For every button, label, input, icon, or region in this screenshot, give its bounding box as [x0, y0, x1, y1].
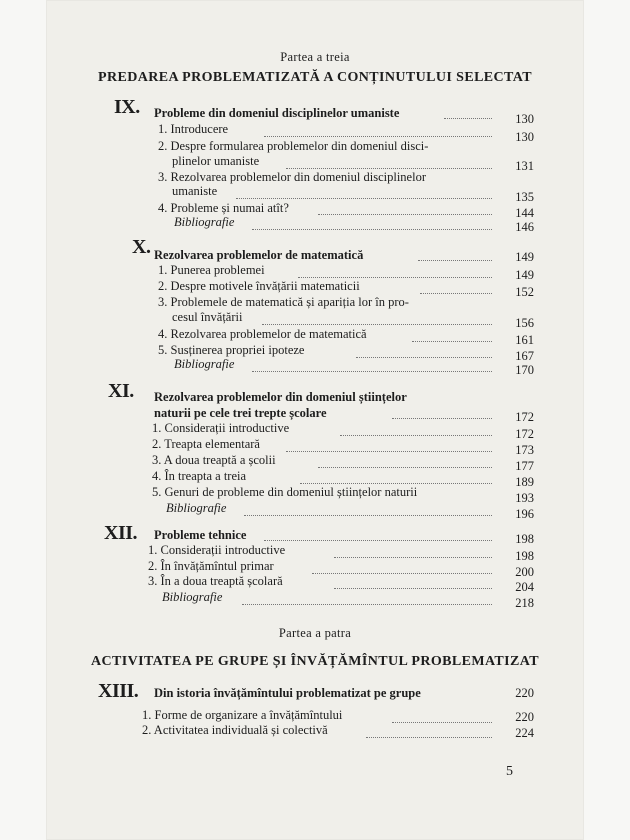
part-heading: Partea a treia [280, 50, 350, 64]
toc-page: 167 [515, 349, 534, 363]
toc-page: 170 [515, 363, 534, 377]
toc-item: 5. Genuri de probleme din domeniul științelor naturii [152, 485, 418, 499]
toc-item-cont: cesul învățării [172, 310, 243, 324]
part-title: PREDAREA PROBLEMATIZATĂ A CONȚINUTULUI SELECTAT [98, 70, 532, 85]
toc-bibliography: Bibliografie [166, 501, 227, 515]
chapter-page: 198 [515, 532, 534, 546]
chapter-page: 130 [515, 112, 534, 126]
chapter-roman: XIII. [98, 680, 139, 702]
toc-page: 196 [515, 507, 534, 521]
toc-item: 2. Despre motivele învățării matematicii [158, 279, 360, 293]
toc-page: 149 [515, 268, 534, 282]
toc-bibliography: Bibliografie [174, 215, 235, 229]
toc-page: 135 [515, 190, 534, 204]
toc-page: 224 [515, 726, 534, 740]
chapter-roman: XII. [104, 522, 138, 544]
toc-item-cont: umaniste [172, 184, 218, 198]
chapter-roman: IX. [114, 96, 140, 118]
book-page [46, 0, 584, 840]
chapter-title-cont: naturii pe cele trei trepte școlare [154, 406, 327, 420]
toc-page: 152 [515, 285, 534, 299]
toc-item: 3. A doua treaptă a școlii [152, 453, 276, 467]
toc-item: 3. Problemele de matematică și apariția lor în pro- [158, 295, 409, 309]
toc-page: 156 [515, 316, 534, 330]
toc-item: 4. În treapta a treia [152, 469, 247, 483]
toc-page: 177 [515, 459, 534, 473]
toc-page: 200 [515, 565, 534, 579]
chapter-title: Din istoria învățămîntului problematizat pe grupe [154, 686, 421, 700]
toc-item: 5. Susținerea propriei ipoteze [158, 343, 305, 357]
toc-item: 4. Rezolvarea problemelor de matematică [158, 327, 367, 341]
part-heading: Partea a patra [278, 626, 352, 640]
toc-item: 2. Treapta elementară [152, 437, 260, 451]
chapter-title: Probleme tehnice [154, 528, 247, 542]
toc-page: 173 [515, 443, 534, 457]
toc-bibliography: Bibliografie [162, 590, 223, 604]
toc-page: 218 [515, 596, 534, 610]
page-number: 5 [506, 764, 513, 779]
toc-item: 1. Introducere [158, 122, 229, 136]
toc-page: 144 [515, 206, 534, 220]
toc-page: 193 [515, 491, 534, 505]
toc-page: 131 [515, 159, 534, 173]
toc-bibliography: Bibliografie [174, 357, 235, 371]
toc-page: 189 [515, 475, 534, 489]
chapter-roman: X. [132, 236, 151, 258]
toc-item: 1. Considerații introductive [152, 421, 290, 435]
chapter-title: Probleme din domeniul disciplinelor umaniste [154, 106, 400, 120]
toc-page: 130 [515, 130, 534, 144]
toc-item: 1. Punerea problemei [158, 263, 265, 277]
toc-page: 220 [515, 710, 534, 724]
toc-item: 2. Despre formularea problemelor din domeniul disci- [158, 139, 429, 153]
toc-item-cont: plinelor umaniste [172, 154, 260, 168]
chapter-roman: XI. [108, 380, 134, 402]
toc-page: 172 [515, 427, 534, 441]
toc-page: 198 [515, 549, 534, 563]
chapter-page: 149 [515, 250, 534, 264]
toc-item: 3. Rezolvarea problemelor din domeniul disciplinelor [158, 170, 426, 184]
chapter-page: 220 [515, 686, 534, 700]
toc-item: 3. În a doua treaptă școlară [148, 574, 283, 588]
chapter-page: 172 [515, 410, 534, 424]
toc-page: 161 [515, 333, 534, 347]
toc-page: 204 [515, 580, 534, 594]
part-title: ACTIVITATEA PE GRUPE ȘI ÎNVĂȚĂMÎNTUL PROBLEMATIZAT [91, 654, 539, 669]
toc-item: 1. Considerații introductive [148, 543, 286, 557]
toc-item: 2. În învățămîntul primar [148, 559, 274, 573]
toc-item: 4. Probleme și numai atît? [158, 201, 289, 215]
chapter-title: Rezolvarea problemelor de matematică [154, 248, 364, 262]
toc-item: 1. Forme de organizare a învățămîntului [142, 708, 343, 722]
toc-item: 2. Activitatea individuală și colectivă [142, 723, 328, 737]
chapter-title: Rezolvarea problemelor din domeniul științelor [154, 390, 407, 404]
toc-page: 146 [515, 220, 534, 234]
